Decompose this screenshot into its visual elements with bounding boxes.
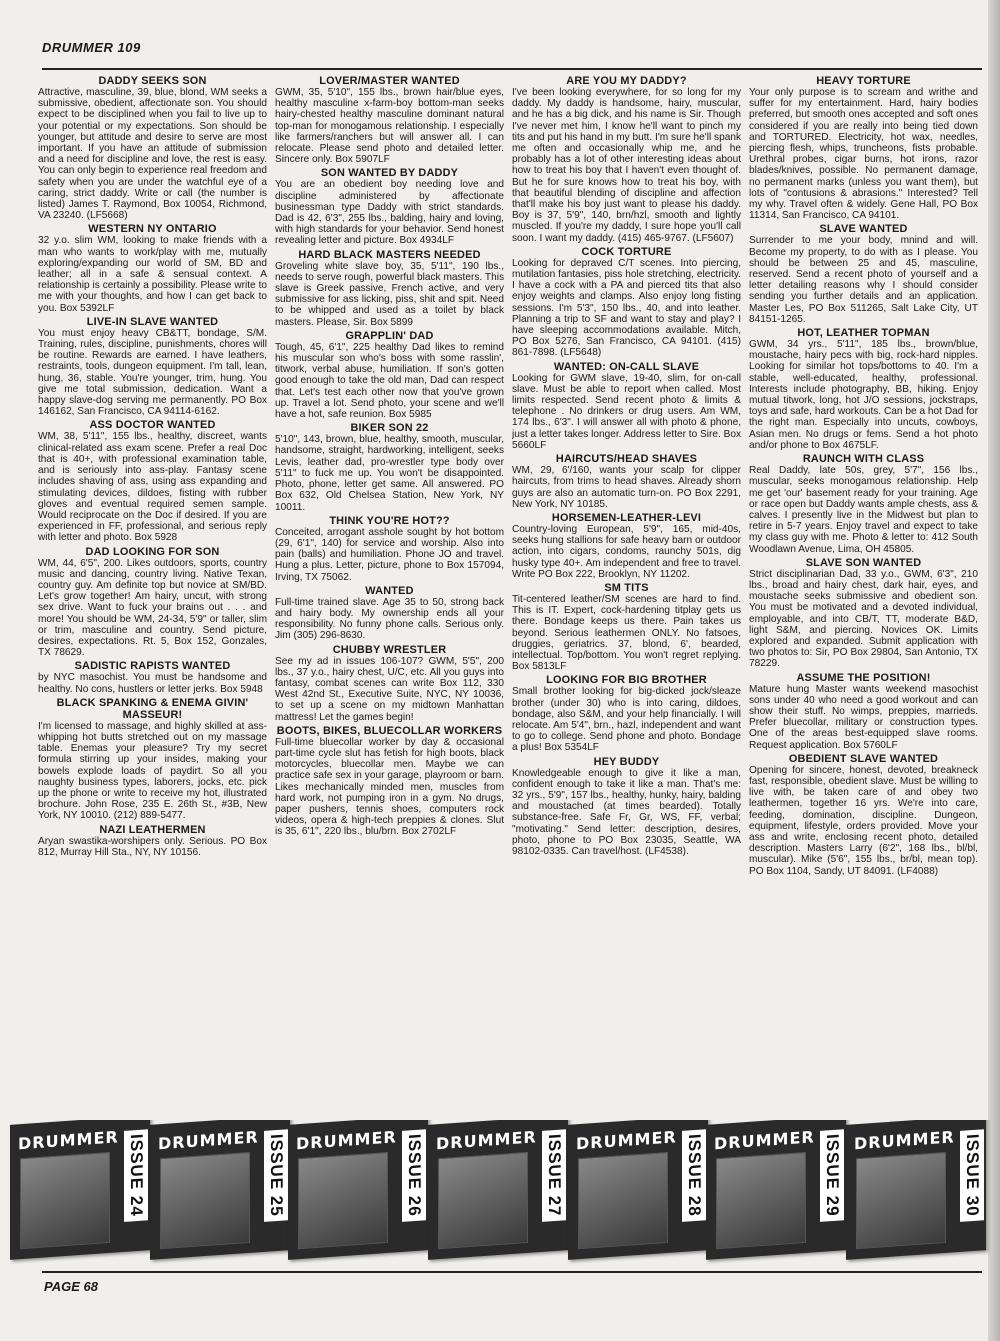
ad-body: GWM, 34 yrs., 5'11", 185 lbs., brown/blue, moustache, hairy pecs with big, rock-hard nipples. Looking for similar hot tops/bottoms to 40. I'm a stable, well-educated, healthy, professional. Interests include photography, BB, hiking. Enjoy mutual titwork, long, hot J/O sessions, jockstraps, toys and safe, hard workouts. Can be a hot Dad for the right man. Especially into uncuts, cowboys, Asian men. No drugs or fems. Send a hot photo and/or phone to Box 4675LF. <box>749 339 978 451</box>
ad-headline: BIKER SON 22 <box>350 422 429 435</box>
classified-ad <box>749 557 978 670</box>
cover-photo <box>716 1152 806 1249</box>
classified-ad <box>512 361 741 451</box>
ad-headline: SADISTIC RAPISTS WANTED <box>74 660 231 673</box>
classified-ad <box>512 756 741 858</box>
ad-body: Your only purpose is to scream and writhe and suffer for my entertainment. Hard, hairy bodies preferred, but smooth ones accepted and soft ones considered if you are really into being tied down and TORTURED. Electricity, hot wax, needles, piercing flesh, whips, truncheons, fists probable. Urethral probes, cigar burns, hot irons, razor blades/knives, possible. No permanent damage, no permanent marks (unless you want them), but lots of "contusions & abrasions." Interested? Tell my why. Travel often & widely. Gene Hall, PO Box 11314, San Francisco, CA 94101. <box>749 87 978 222</box>
ad-body: Country-loving European, 5'9", 165, mid-40s, seeks hung stallions for safe heavy barn or outdoor action, into cigars, condoms, raunchy 501s, dig husky type 40+. Am independent and free to travel. Write PO Box 222, Brooklyn, NY 11202. <box>512 523 741 580</box>
classified-ad <box>512 246 741 359</box>
ad-headline: COCK TORTURE <box>581 245 672 258</box>
cover-issue-label: ISSUE 29 <box>820 1129 844 1221</box>
ad-headline: HEAVY TORTURE <box>816 75 911 87</box>
cover-logo: DRUMMER <box>296 1127 397 1154</box>
cover-issue-27 <box>428 1120 568 1260</box>
classified-ad <box>38 660 267 694</box>
cover-logo: DRUMMER <box>436 1127 537 1154</box>
classified-ad <box>38 223 267 313</box>
page-number: PAGE 68 <box>44 1279 98 1294</box>
ad-body: Full-time bluecollar worker by day & occasional part-time cycle slut has fetish for high boots, black motorcycles, bluecollar men. Maybe we can practice safe sex in your garage, playroom or barn. Likes mechanically minded men, muscles from hard work, not pumping iron in a gym. No drugs, paper pushers, tennis shoes, computers rock videos, opera & high-tech preppies & clones. Slut is 35, 6'1", 220 lbs., blu/brn. Box 2702LF <box>275 736 504 838</box>
classified-ad <box>38 75 267 221</box>
cover-logo: DRUMMER <box>158 1127 259 1154</box>
cover-issue-26 <box>288 1120 428 1260</box>
cover-photo <box>856 1152 946 1249</box>
ad-headline: OBEDIENT SLAVE WANTED <box>788 752 939 765</box>
ad-headline: WESTERN NY ONTARIO <box>88 223 217 236</box>
classified-ad <box>749 453 978 555</box>
cover-issue-label: ISSUE 26 <box>402 1129 426 1221</box>
ad-headline: NAZI LEATHERMEN <box>99 823 206 836</box>
ad-body: Strict disciplinarian Dad, 33 y.o., GWM, 6'3", 210 lbs., broad and hairy chest, dark hair, eyes, and moustache seeks submissive and obedient son. You must be motivated and a devoted individual, employable, and into CB/T, TT, moderate B&D, light S&M, and piercing. Novices OK. Limits explored and expanded. Submit application with two photos to: Sir, PO Box 29804, San Antonio, TX 78229. <box>749 568 978 670</box>
ad-body: Tit-centered leather/SM scenes are hard to find. This is IT. Expert, cock-hardening titplay gets us there. Bondage keeps us there. Pain takes us beyond. Serious leathermen ONLY. No fatsoes, druggies, geriatrics. 37, blond, 6', bearded, intellectual. Top/bottom. You won't regret replying. Box 5813LF <box>512 593 741 673</box>
ad-body: Tough, 45, 6'1", 225 healthy Dad likes to remind his muscular son who's boss with some rasslin', titwork, verbal abuse, humiliation. If son's gotten good enough to take the old man, Dad can respect that. Let's test each other now that you've grown up. Travel a lot. Send photo, your scene and we'll have a hot, safe reunion. Box 5985 <box>275 341 504 421</box>
classified-ad <box>749 327 978 451</box>
classified-ad <box>275 167 504 246</box>
ad-body: GWM, 35, 5'10", 155 lbs., brown hair/blue eyes, healthy masculine x-farm-boy bottom-man seeks hairy-chested healthy masculine dominant natural top-man for monogamous relationship. I especially like farmers/ranchers but will answer all. I can relocate. Please send photo and detailed letter. Sincere only. Box 5907LF <box>275 87 504 166</box>
ad-body: WM, 29, 6'/160, wants your scalp for clipper haircuts, from trims to head shaves. Already shorn guys are also an automatic turn-on. PO Box 2291, New York, NY 10185. <box>512 465 741 510</box>
ad-body: Looking for GWM slave, 19-40, slim, for on-call slave. Must be able to report when called. Most limits respected. Send recent photo & limits & telephone . No drinkers or drug users. Am WM, 174 lbs., 6'3". I will answer all with photo & phone, just a letter takes longer. Address letter to Sire. Box 5660LF <box>512 372 741 451</box>
ad-headline: THINK YOU'RE HOT?? <box>329 514 450 527</box>
ad-body: WM, 38, 5'11", 155 lbs., healthy, discreet, wants clinical-related ass exam scene. Prefer a real Doc that is 40+, with professional examination table, and is seriously into ass-play. Fantasy scene includes shaving of ass, using ass expanding and stimulating devices, dildoes, fisting with rubber gloves and eventual required semen sample. Would reciprocate on the Doc if desired. If you are experienced in FF, professional, and serious reply with letter and photo. Box 5928 <box>38 431 267 544</box>
ad-body: You must enjoy heavy CB&TT, bondage, S/M. Training, rules, discipline, punishments, chores will be routine. Rewards are earned. I have leathers, restraints, tools, dungeon equipment. I'm tall, lean, hung, 36, stable. You're younger, trim, hung. You give me total submission, dedication. Want a happy slave-dog serving me permanently. PO Box 146162, San Francisco, CA 94114-6162. <box>38 327 267 418</box>
cover-issue-label: ISSUE 27 <box>542 1129 566 1221</box>
ad-body: See my ad in issues 106-107? GWM, 5'5", 200 lbs., 37 y.o., hairy chest, U/C, etc. All you guys into fantasy, combat scenes can write Box 112, 330 West 42nd St., Executive Suite, NYC, NY 10036, to set up a scene on my midtown Manhattan mattress! Let the games begin! <box>275 655 504 723</box>
ad-headline: DAD LOOKING FOR SON <box>85 545 220 558</box>
ad-headline: HAIRCUTS/HEAD SHAVES <box>555 453 698 466</box>
classified-ad <box>512 674 741 753</box>
classified-ad <box>38 419 267 543</box>
ad-body: Full-time trained slave. Age 35 to 50, strong back and hairy body. My ownership ends all your responsibility. No funny phone calls. Serious only. Jim (305) 296-8630. <box>275 596 504 642</box>
ad-body: 5'10", 143, brown, blue, healthy, smooth, muscular, handsome, straight, hardworking, intelligent, seeks Levis, leather dad, pro-wrestler type body over 5'11" to fuck me up. You won't be disappointed. Photo, phone, letter get same. All answered. PO Box 632, Old Chelsea Station, New York, NY 10011. <box>275 434 504 513</box>
ad-headline: DADDY SEEKS SON <box>98 75 207 87</box>
classified-ad <box>749 753 978 877</box>
ad-headline: LOVER/MASTER WANTED <box>319 75 460 87</box>
ad-headline: SM TITS <box>604 581 649 594</box>
ad-headline: WANTED: ON-CALL SLAVE <box>553 360 700 373</box>
classified-ad <box>275 249 504 328</box>
ad-headline: ASSUME THE POSITION! <box>796 671 931 684</box>
ad-body: Conceited, arrogant asshole sought by hot bottom (29, 6'1", 140) for service and worship. Also into pain (balls) and humiliation. Phone JO and travel. Hung a plus. Letter, picture, phone to Box 157094, Irving, TX 75062. <box>275 526 504 583</box>
ad-body: Surrender to me your body, mnind and will. Become my property, to do with as I please. You should be between 25 and 45, masculine, reserved. Send a recent photo of yourself and a letter detailing reasons why I should consider sending you further details and an application. Master Les, PO Box 511265, Salt Lake City, UT 84151-1265. <box>749 235 978 325</box>
ad-headline: SON WANTED BY DADDY <box>320 167 459 180</box>
ad-headline: WANTED <box>365 584 414 597</box>
header-rule <box>42 68 982 70</box>
ad-headline: HORSEMEN-LEATHER-LEVI <box>551 511 702 524</box>
cover-photo <box>438 1152 528 1249</box>
classifieds-columns <box>38 75 978 955</box>
column-2 <box>275 75 504 955</box>
classified-ad <box>275 330 504 420</box>
classified-ad <box>512 75 741 244</box>
ad-headline: SLAVE SON WANTED <box>805 556 922 569</box>
ad-body: Attractive, masculine, 39, blue, blond, WM seeks a submissive, obedient, affectionate son. You should expect to be disciplined when you fail to live up to your potential or my expectations. Son should be younger, but attitude and desire to serve are most important. If you have an attitude of submission and a need for discipline and love, the rest is easy. You can only begin to experience real freedom and safety when you are under the watchful eye of a caring, strict daddy. Write or call (the number is listed) James T. Raymond, Box 10054, Richmond, VA 23240. (LF5668) <box>38 87 267 222</box>
classified-ad <box>275 644 504 723</box>
classified-ad <box>512 453 741 510</box>
ad-body: Knowledgeable enough to give it like a man, confident enough to take it like a man. That's me: 32 yrs., 5'9", 157 lbs., healthy, hunky, hairy, balding and moustached (at times bearded). Totally substance-free. Safe Fr, Gr, WS, FF, verbal; "motivating." Send letter: description, desires, photo, phone to PO Box 23035, Seattle, WA 98102-0335. Can travel/host. (LF4538). <box>512 767 741 857</box>
ad-body: I'm licensed to massage, and highly skilled at ass-whipping hot butts stretched out on my massage table. Enemas your pleasure? Try my secret formula stirring up your insides, making your bowels explode loads of paydirt. So all you naughty business types, laborers, jocks, etc. pick up the phone or write to receive my hot, illustrated brochure. John Rose, 235 E. 26th St., #3B, New York, NY 10010. (212) 889-5477. <box>38 720 267 822</box>
classified-ad <box>275 515 504 583</box>
cover-issue-24 <box>10 1120 150 1260</box>
ad-headline: SLAVE WANTED <box>819 223 908 236</box>
ad-body: Looking for depraved C/T scenes. Into piercing, mutilation fantasies, piss hole stretching, electricity. I have a cock with a PA and pierced tits that also enjoy weights and clamps. Also enjoy long fisting sessions. I'm 5'3", 150 lbs., 40, and into leather. Planning a trip to SF and want to stay and play? I have sleeping accommodations available. Mitch, PO Box 5276, San Francisco, CA 94101. (415) 861-7898. (LF5648) <box>512 257 741 359</box>
cover-logo: DRUMMER <box>714 1127 815 1154</box>
ad-body: Opening for sincere, honest, devoted, breakneck fast, responsible, obedient slave. Must be willing to live with, be taken care of and obey two leathermen, together 16 yrs. We're into care, feeding, domination, discipline. Dungeon, equipment, lifestyle, orders provided. Move your ass and write, enclosing recent photo, detailed description. Masters Larry (6'2", 168 lbs., bl/bl, muscular). Mike (5'6", 155 lbs., br/bl, mean top). PO Box 1104, Sandy, UT 84091. (LF4088) <box>749 764 978 877</box>
ad-headline: RAUNCH WITH CLASS <box>802 453 925 466</box>
classified-ad <box>38 316 267 418</box>
cover-issue-label: ISSUE 28 <box>682 1129 706 1221</box>
classified-ad <box>512 582 741 672</box>
ad-headline: ARE YOU MY DADDY? <box>566 75 687 87</box>
cover-photo <box>298 1152 388 1249</box>
column-4 <box>749 75 978 955</box>
cover-photo <box>20 1152 110 1249</box>
ad-headline: CHUBBY WRESTLER <box>332 643 447 656</box>
cover-logo: DRUMMER <box>576 1127 677 1154</box>
ad-body: Aryan swastika-worshipers only. Serious. PO Box 812, Murray Hill Sta., NY, NY 10156. <box>38 835 267 858</box>
column-3 <box>512 75 741 955</box>
ad-headline: GRAPPLIN' DAD <box>345 329 434 342</box>
back-issues-strip <box>0 1120 1000 1280</box>
classified-ad <box>749 75 978 221</box>
cover-issue-28 <box>568 1120 708 1260</box>
cover-photo <box>578 1152 668 1249</box>
cover-issue-label: ISSUE 24 <box>124 1129 148 1221</box>
ad-headline: LOOKING FOR BIG BROTHER <box>546 674 707 687</box>
cover-issue-25 <box>150 1120 290 1260</box>
classified-ad <box>749 223 978 325</box>
ad-headline: HARD BLACK MASTERS NEEDED <box>298 248 481 261</box>
footer-rule <box>42 1271 982 1273</box>
classified-ad <box>275 725 504 838</box>
ad-headline: LIVE-IN SLAVE WANTED <box>86 315 219 328</box>
ad-body: Groveling white slave boy, 35, 5'11", 190 lbs., needs to serve rough, powerful black masters. This slave is Greek passive, French active, and very submissive for ass licking, piss, shit and spit. Need to be whipped and used as a toilet by black masters. Please, Sir. Box 5899 <box>275 260 504 328</box>
ad-body: I've been looking everywhere, for so long for my daddy. My daddy is handsome, hairy, muscular, and he has a big dick, and his name is Sir. Though I've never met him, I know he'll want to pinch my tits and put his hand in my butt. I'm sure he'll spank me often and occasionally whip me, and he probably has a lot of other interesting ideas about how to treat his boy that I haven't even thought of. But he for sure knows how to treat his boy, with that beautiful blending of discipline and affection that'll make his boy just want to please his daddy. Boy is 37, 5'9", 140, brn/hzl, smooth and lightly muscled. If you're my daddy, I sure hope you'll call soon. I want my daddy. (415) 465-9767. (LF5607) <box>512 87 741 244</box>
ad-headline: BLACK SPANKING & ENEMA GIVIN' MASSEUR! <box>56 696 249 721</box>
ad-body: WM, 44, 6'5", 200. Likes outdoors, sports, country music and dancing, country living. Native Texan, country guy. Am definite top but novice at SM/BD. Let's grow together! Am hairy, uncut, with strong sex drive. Want to fuck your brains out . . . and more! You should be WM, 24-34, 5'9" or taller, slim or trim, masculine and country. Send picture, desires, expectations. Rt. 5, Box 152, Gonzales, TX 78629. <box>38 557 267 659</box>
cover-issue-label: ISSUE 30 <box>960 1129 984 1221</box>
ad-body: 32 y.o. slim WM, looking to make friends with a man who wants to work/play with me, mutually exploring/expanding our world of SM, BD and leather; all in a safe & sensual context. A relationship is certainly a possibility. Please write to me with your thoughts, and how I can get back to you. Box 5392LF <box>38 235 267 314</box>
ad-body: Mature hung Master wants weekend masochist sons under 40 who need a good workout and can show their stuff. No wimps, preppies, marrieds. Prefer bluecollar, military or construction types. One of the areas best-equipped slave rooms. Request application. Box 5760LF <box>749 683 978 751</box>
cover-logo: DRUMMER <box>854 1127 955 1154</box>
column-1 <box>38 75 267 955</box>
cover-issue-30 <box>846 1120 986 1260</box>
ad-headline: HEY BUDDY <box>593 755 660 768</box>
classified-ad <box>275 585 504 642</box>
cover-issue-29 <box>706 1120 846 1260</box>
ad-body: You are an obedient boy needing love and discipline administered by affectionate businessman type Daddy with strict standards. Dad is 42, 6'3", 255 lbs., balding, hairy and loving, with high standards for your behavior. Send honest revealing letter and picture. Box 4934LF <box>275 179 504 247</box>
classified-ad <box>512 512 741 580</box>
classified-ad <box>275 75 504 165</box>
classified-ad <box>38 824 267 858</box>
ad-headline: BOOTS, BIKES, BLUECOLLAR WORKERS <box>276 724 503 737</box>
cover-issue-label: ISSUE 25 <box>264 1129 288 1221</box>
classified-ad <box>749 672 978 751</box>
ad-body: Real Daddy, late 50s, grey, 5'7", 156 lbs., muscular, seeks monogamous relationship. Help me get 'our' basement ready for your training. Age or race open but Daddy wants ample chests, ass & calves. I presently live in the Midwest but plan to retire in 5-7 years. Enjoy travel and expect to take my class guy with me. Photo & letter to: 412 South Woodlawn Avenue, Lima, OH 45805. <box>749 465 978 555</box>
ad-body: Small brother looking for big-dicked jock/sleaze brother (under 30) who is into caring, dildoes, bondage, also S&M, and your help financially. I will relocate. Am 5'4", brn., hazl, independent and want to go to college. Send phone and photo. Bondage a plus! Box 5354LF <box>512 686 741 754</box>
classified-ad <box>38 697 267 822</box>
cover-logo: DRUMMER <box>18 1127 119 1154</box>
cover-photo <box>160 1152 250 1249</box>
ad-headline: HOT, LEATHER TOPMAN <box>797 327 930 340</box>
classified-ad <box>38 546 267 659</box>
classified-ad <box>275 422 504 512</box>
ad-body: by NYC masochist. You must be handsome and healthy. No cons, hustlers or letter jerks. Box 5948 <box>38 672 267 695</box>
ad-headline: ASS DOCTOR WANTED <box>89 419 216 432</box>
running-header: DRUMMER 109 <box>42 40 141 55</box>
